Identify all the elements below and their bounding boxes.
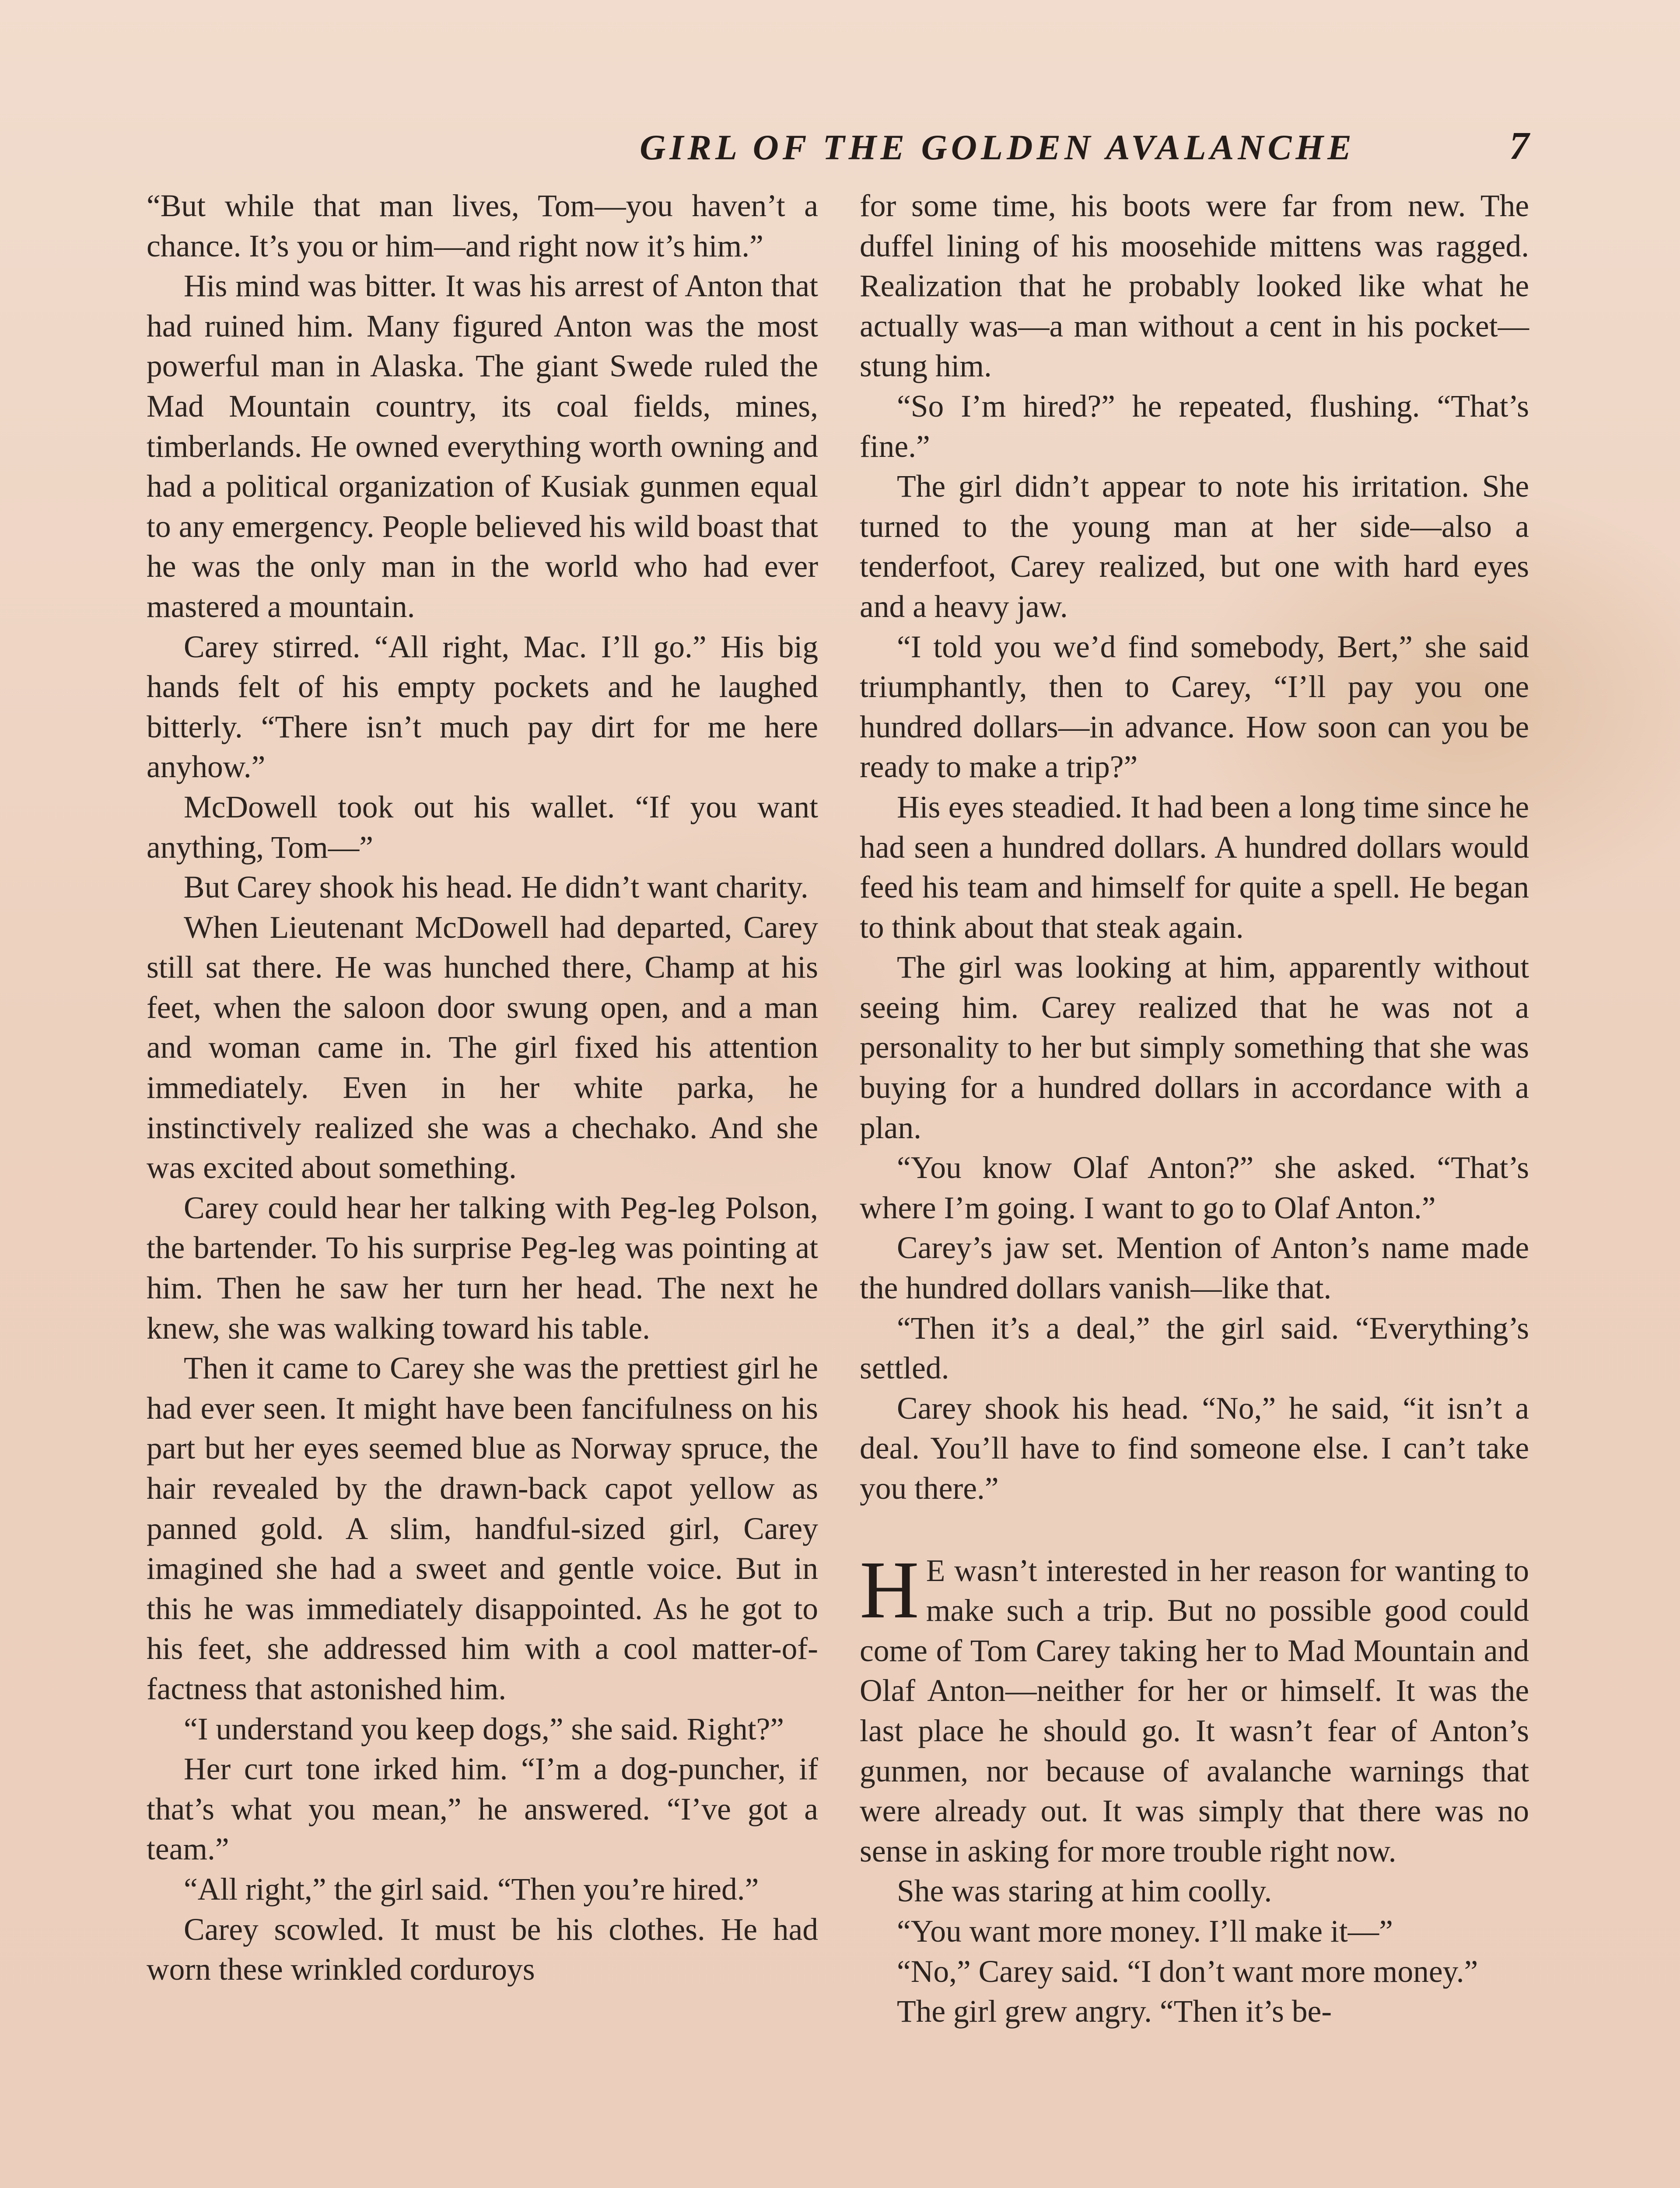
paragraph: The girl grew angry. “Then it’s be-: [897, 1994, 1332, 2029]
paragraph: Her curt tone irked him. “I’m a dog-puncher, if that’s what you mean,” he answered. “I’ve got a team.”: [147, 1752, 818, 1867]
paragraph: Carey could hear her talking with Peg-leg Polson, the bartender. To his surprise Peg-leg was pointing at him. Then he saw her turn her head. The next he knew, she was walking toward his table.: [147, 1190, 818, 1346]
paragraph: “I told you we’d find somebody, Bert,” she said triumphantly, then to Carey, “I’ll pay you one hundred dollars—in advance. How soon can you be ready to make a trip?”: [860, 629, 1529, 785]
paragraph: “You want more money. I’ll make it—”: [897, 1914, 1393, 1949]
left-column: [147, 186, 818, 1990]
paragraph: “No,” Carey said. “I don’t want more money.”: [897, 1954, 1478, 1989]
paragraph: “All right,” the girl said. “Then you’re hired.”: [184, 1872, 759, 1907]
page-number: 7: [1509, 124, 1529, 168]
section-break-space: [860, 1509, 1529, 1551]
paragraph: “So I’m hired?” he repeated, flushing. “That’s fine.”: [860, 389, 1529, 464]
running-head-title: GIRL OF THE GOLDEN AVALANCHE: [640, 127, 1355, 167]
paragraph: She was staring at him coolly.: [897, 1874, 1272, 1909]
paragraph: When Lieutenant McDowell had departed, Carey still sat there. He was hunched there, Champ at his feet, when the saloon door swung open, and a man and woman came in. The girl fixed his attention immediately. Even in her white parka, he instinctively realized she was a chechako. And she was excited about something.: [147, 910, 818, 1185]
section-opening-text: E wasn’t interested in her reason for wanting to make such a trip. But no possible good could come of Tom Carey taking her to Mad Mountain and Olaf Anton—neither for her or himself. It was the last place he should go. It wasn’t fear of Anton’s gunmen, nor because of avalanche warnings that were already out. It was simply that there was no sense in asking for more trouble right now.: [860, 1553, 1529, 1869]
paragraph: “Then it’s a deal,” the girl said. “Everything’s settled.: [860, 1311, 1529, 1386]
paragraph: Carey stirred. “All right, Mac. I’ll go.” His big hands felt of his empty pockets and he laughed bitterly. “There isn’t much pay dirt for me here anyhow.”: [147, 629, 818, 785]
paragraph: Then it came to Carey she was the prettiest girl he had ever seen. It might have been fancifulness on his part but her eyes seemed blue as Norway spruce, the hair revealed by the drawn-back capot yellow as panned gold. A slim, handful-sized girl, Carey imagined she had a sweet and gentle voice. But in this he was immediately disappointed. As he got to his feet, she addressed him with a cool matter-of-factness that astonished him.: [147, 1351, 818, 1706]
paragraph: His mind was bitter. It was his arrest of Anton that had ruined him. Many figured Anton was the most powerful man in Alaska. The giant Swede ruled the Mad Mountain country, its coal fields, mines, timberlands. He owned everything worth owning and had a political organization of Kusiak gunmen equal to any emergency. People believed his wild boast that he was the only man in the world who had ever mastered a mountain.: [147, 269, 818, 624]
section-opening-paragraph: [860, 1543, 1529, 1872]
right-column: [860, 186, 1529, 2032]
paragraph: “I understand you keep dogs,” she said. Right?”: [184, 1711, 784, 1746]
paragraph: Carey’s jaw set. Mention of Anton’s name made the hundred dollars vanish—like that.: [860, 1231, 1529, 1306]
paragraph: “You know Olaf Anton?” she asked. “That’s where I’m going. I want to go to Olaf Anton.”: [860, 1150, 1529, 1225]
paragraph: The girl was looking at him, apparently without seeing him. Carey realized that he was not a personality to her but simply something that she was buying for a hundred dollars in accordance with a plan.: [860, 950, 1529, 1145]
paragraph: But Carey shook his head. He didn’t want charity.: [184, 870, 808, 905]
paragraph: McDowell took out his wallet. “If you want anything, Tom—”: [147, 789, 818, 865]
paragraph: for some time, his boots were far from new. The duffel lining of his moosehide mittens was ragged. Realization that he probably looked like what he actually was—a man without a cent in his pocket—stung him.: [860, 189, 1529, 384]
paragraph: “But while that man lives, Tom—you haven’t a chance. It’s you or him—and right now it’s him.”: [147, 189, 818, 263]
drop-cap: H: [860, 1543, 919, 1635]
paragraph: His eyes steadied. It had been a long time since he had seen a hundred dollars. A hundred dollars would feed his team and himself for quite a spell. He began to think about that steak again.: [860, 789, 1529, 945]
paragraph: The girl didn’t appear to note his irritation. She turned to the young man at her side—also a tenderfoot, Carey realized, but one with hard eyes and a heavy jaw.: [860, 469, 1529, 624]
paragraph: Carey scowled. It must be his clothes. He had worn these wrinkled corduroys: [147, 1912, 818, 1987]
paragraph: Carey shook his head. “No,” he said, “it isn’t a deal. You’ll have to find someone else. I can’t take you there.”: [860, 1391, 1529, 1506]
